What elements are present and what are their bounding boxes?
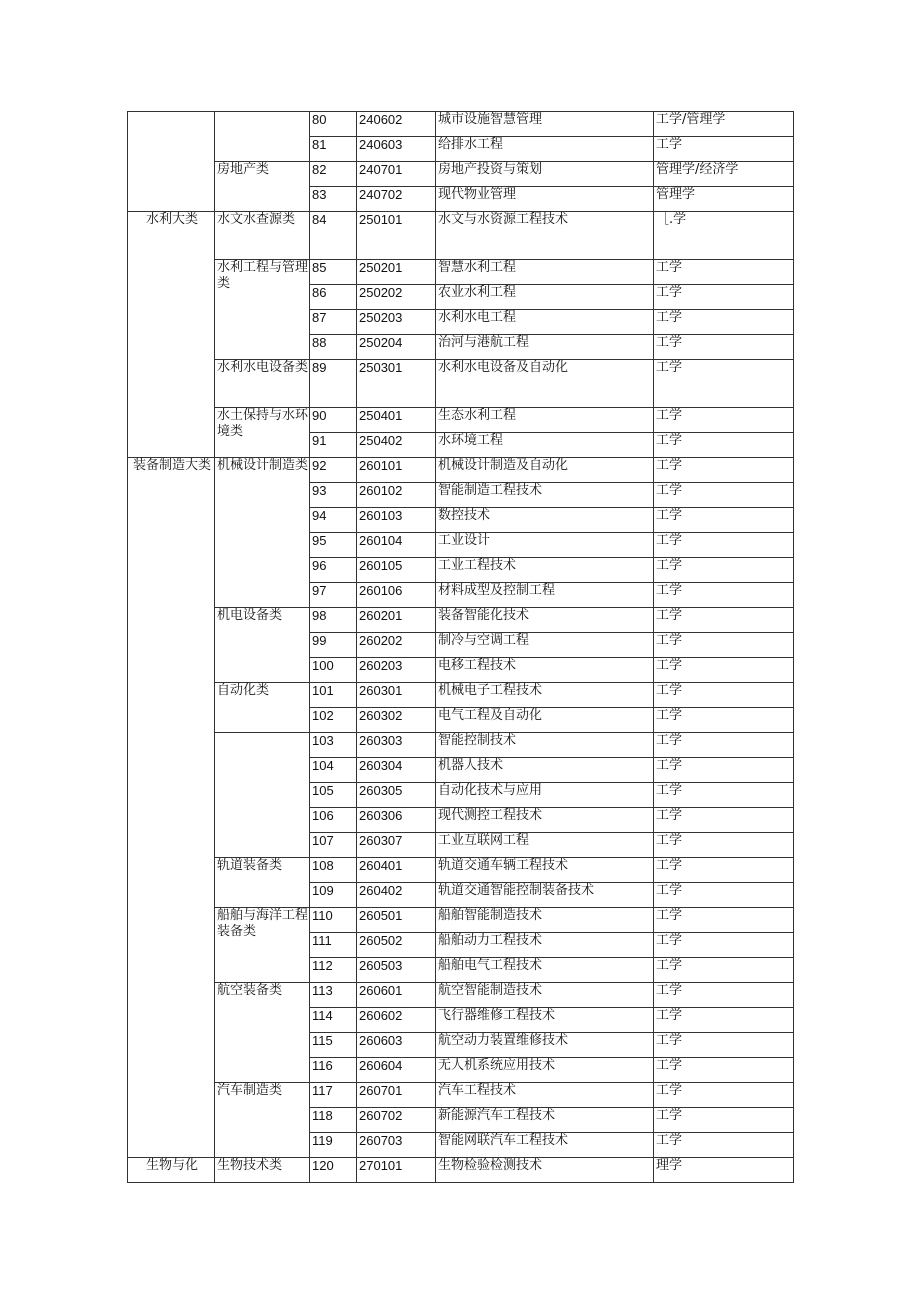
major-name: 装备智能化技术: [436, 608, 654, 633]
major-code: 260602: [357, 1008, 436, 1033]
row-number: 103: [310, 733, 357, 758]
major-code: 240701: [357, 162, 436, 187]
row-number: 107: [310, 833, 357, 858]
row-number: 101: [310, 683, 357, 708]
major-name: 智能控制技术: [436, 733, 654, 758]
table-row: [128, 112, 794, 137]
table-row: [128, 733, 794, 758]
subcategory-cell: 水利水电设备类: [215, 360, 310, 408]
degree-category: 工学: [654, 137, 794, 162]
degree-category: 工学: [654, 1108, 794, 1133]
degree-category: 工学: [654, 608, 794, 633]
degree-category: 工学/管理学: [654, 112, 794, 137]
category-cell: 生物与化: [128, 1158, 215, 1183]
major-code: 240702: [357, 187, 436, 212]
subcategory-cell: 生物技术类: [215, 1158, 310, 1183]
degree-category: 工学: [654, 658, 794, 683]
major-name: 现代物业管理: [436, 187, 654, 212]
degree-category: 工学: [654, 1058, 794, 1083]
degree-category: 工学: [654, 833, 794, 858]
subcategory-cell: 轨道装备类: [215, 858, 310, 908]
degree-category: 工学: [654, 285, 794, 310]
major-name: 材料成型及控制工程: [436, 583, 654, 608]
major-code: 250201: [357, 260, 436, 285]
major-name: 电气工程及自动化: [436, 708, 654, 733]
row-number: 106: [310, 808, 357, 833]
major-code: 250204: [357, 335, 436, 360]
table-row: [128, 908, 794, 933]
row-number: 117: [310, 1083, 357, 1108]
table-row: [128, 162, 794, 187]
row-number: 119: [310, 1133, 357, 1158]
major-name: 工业工程技术: [436, 558, 654, 583]
row-number: 93: [310, 483, 357, 508]
major-name: 城市设施智慧管理: [436, 112, 654, 137]
major-code: 260106: [357, 583, 436, 608]
row-number: 96: [310, 558, 357, 583]
major-name: 生态水利工程: [436, 408, 654, 433]
row-number: 98: [310, 608, 357, 633]
major-name: 工业互联网工程: [436, 833, 654, 858]
subcategory-cell: 船舶与海洋工程装备类: [215, 908, 310, 983]
major-name: 无人机系统应用技术: [436, 1058, 654, 1083]
degree-category: 工学: [654, 958, 794, 983]
row-number: 92: [310, 458, 357, 483]
major-code: 250202: [357, 285, 436, 310]
row-number: 95: [310, 533, 357, 558]
degree-category: 工学: [654, 408, 794, 433]
major-code: 260101: [357, 458, 436, 483]
table-row: [128, 683, 794, 708]
degree-category: 管理学/经济学: [654, 162, 794, 187]
subcategory-cell: 水利工程与管理类: [215, 260, 310, 360]
subcategory-cell: 汽车制造类: [215, 1083, 310, 1158]
major-name: 汽车工程技术: [436, 1083, 654, 1108]
degree-category: 工学: [654, 883, 794, 908]
degree-category: ［.学: [654, 212, 794, 260]
table-row: [128, 608, 794, 633]
row-number: 89: [310, 360, 357, 408]
major-name: 生物检验检测技术: [436, 1158, 654, 1183]
row-number: 118: [310, 1108, 357, 1133]
subcategory-cell: 房地产类: [215, 162, 310, 212]
degree-category: 工学: [654, 1033, 794, 1058]
major-code: 260305: [357, 783, 436, 808]
major-name: 轨道交通车辆工程技术: [436, 858, 654, 883]
major-code: 260401: [357, 858, 436, 883]
major-code: 250203: [357, 310, 436, 335]
row-number: 113: [310, 983, 357, 1008]
major-name: 轨道交通智能控制装备技术: [436, 883, 654, 908]
major-code: 260603: [357, 1033, 436, 1058]
table-row: [128, 360, 794, 408]
major-code: 260201: [357, 608, 436, 633]
major-code: 260703: [357, 1133, 436, 1158]
row-number: 108: [310, 858, 357, 883]
major-code: 240602: [357, 112, 436, 137]
degree-category: 管理学: [654, 187, 794, 212]
degree-category: 工学: [654, 433, 794, 458]
subcategory-cell-empty: [215, 733, 310, 858]
major-code: 260303: [357, 733, 436, 758]
degree-category: 工学: [654, 458, 794, 483]
major-code: 260307: [357, 833, 436, 858]
subcategory-cell: 水文水查源类: [215, 212, 310, 260]
major-code: 250401: [357, 408, 436, 433]
subcategory-cell: 航空装备类: [215, 983, 310, 1083]
row-number: 116: [310, 1058, 357, 1083]
row-number: 83: [310, 187, 357, 212]
table-row: [128, 1083, 794, 1108]
major-name: 农业水利工程: [436, 285, 654, 310]
degree-category: 工学: [654, 1008, 794, 1033]
table-row: [128, 212, 794, 260]
row-number: 85: [310, 260, 357, 285]
row-number: 80: [310, 112, 357, 137]
major-code: 260301: [357, 683, 436, 708]
degree-category: 工学: [654, 260, 794, 285]
row-number: 105: [310, 783, 357, 808]
major-name: 工业设计: [436, 533, 654, 558]
degree-category: 工学: [654, 558, 794, 583]
major-code: 250301: [357, 360, 436, 408]
major-name: 制冷与空调工程: [436, 633, 654, 658]
major-code: 260402: [357, 883, 436, 908]
degree-category: 工学: [654, 310, 794, 335]
major-code: 260702: [357, 1108, 436, 1133]
row-number: 82: [310, 162, 357, 187]
degree-category: 工学: [654, 708, 794, 733]
major-code: 260604: [357, 1058, 436, 1083]
major-name: 水环境工程: [436, 433, 654, 458]
table-row: [128, 458, 794, 483]
row-number: 91: [310, 433, 357, 458]
row-number: 111: [310, 933, 357, 958]
major-name: 新能源汽车工程技术: [436, 1108, 654, 1133]
major-code: 260102: [357, 483, 436, 508]
major-code: 240603: [357, 137, 436, 162]
table-row: [128, 408, 794, 433]
major-name: 机械电子工程技术: [436, 683, 654, 708]
degree-category: 工学: [654, 858, 794, 883]
major-code: 260306: [357, 808, 436, 833]
row-number: 120: [310, 1158, 357, 1183]
major-code: 260104: [357, 533, 436, 558]
major-code: 260502: [357, 933, 436, 958]
row-number: 90: [310, 408, 357, 433]
major-code: 250402: [357, 433, 436, 458]
degree-category: 工学: [654, 933, 794, 958]
major-name: 船舶电气工程技术: [436, 958, 654, 983]
category-cell-empty: [128, 112, 215, 212]
row-number: 110: [310, 908, 357, 933]
major-catalog-table: [127, 111, 794, 1183]
major-code: 270101: [357, 1158, 436, 1183]
subcategory-cell: 机电设备类: [215, 608, 310, 683]
major-name: 治河与港航工程: [436, 335, 654, 360]
table-row: [128, 858, 794, 883]
major-name: 机械设计制造及自动化: [436, 458, 654, 483]
row-number: 112: [310, 958, 357, 983]
major-name: 机器人技术: [436, 758, 654, 783]
major-name: 智能网联汽车工程技术: [436, 1133, 654, 1158]
major-code: 260302: [357, 708, 436, 733]
major-name: 给排水工程: [436, 137, 654, 162]
table-row: [128, 1158, 794, 1183]
major-code: 260501: [357, 908, 436, 933]
major-name: 航空动力装置维修技术: [436, 1033, 654, 1058]
row-number: 100: [310, 658, 357, 683]
major-name: 船舶智能制造技术: [436, 908, 654, 933]
row-number: 81: [310, 137, 357, 162]
row-number: 102: [310, 708, 357, 733]
degree-category: 工学: [654, 1133, 794, 1158]
subcategory-cell: 自动化类: [215, 683, 310, 733]
subcategory-cell: 机械设计制造类: [215, 458, 310, 608]
degree-category: 工学: [654, 583, 794, 608]
degree-category: 工学: [654, 683, 794, 708]
major-name: 自动化技术与应用: [436, 783, 654, 808]
category-cell: 装备制造大类: [128, 458, 215, 1158]
major-code: 260105: [357, 558, 436, 583]
degree-category: 理学: [654, 1158, 794, 1183]
table-row: [128, 260, 794, 285]
row-number: 87: [310, 310, 357, 335]
major-name: 房地产投资与策划: [436, 162, 654, 187]
degree-category: 工学: [654, 483, 794, 508]
row-number: 97: [310, 583, 357, 608]
major-code: 260304: [357, 758, 436, 783]
row-number: 86: [310, 285, 357, 310]
major-code: 250101: [357, 212, 436, 260]
major-code: 260601: [357, 983, 436, 1008]
major-name: 电移工程技术: [436, 658, 654, 683]
row-number: 88: [310, 335, 357, 360]
row-number: 84: [310, 212, 357, 260]
major-code: 260701: [357, 1083, 436, 1108]
row-number: 115: [310, 1033, 357, 1058]
row-number: 94: [310, 508, 357, 533]
major-name: 飞行器维修工程技术: [436, 1008, 654, 1033]
major-name: 智能制造工程技术: [436, 483, 654, 508]
degree-category: 工学: [654, 908, 794, 933]
degree-category: 工学: [654, 360, 794, 408]
category-cell: 水利大类: [128, 212, 215, 458]
major-code: 260503: [357, 958, 436, 983]
row-number: 109: [310, 883, 357, 908]
major-code: 260202: [357, 633, 436, 658]
degree-category: 工学: [654, 733, 794, 758]
degree-category: 工学: [654, 508, 794, 533]
degree-category: 工学: [654, 983, 794, 1008]
major-name: 航空智能制造技术: [436, 983, 654, 1008]
major-name: 数控技术: [436, 508, 654, 533]
major-name: 智慧水利工程: [436, 260, 654, 285]
subcategory-cell: 水土保持与水环境类: [215, 408, 310, 458]
major-name: 船舶动力工程技术: [436, 933, 654, 958]
degree-category: 工学: [654, 758, 794, 783]
table-row: [128, 983, 794, 1008]
degree-category: 工学: [654, 783, 794, 808]
major-code: 260103: [357, 508, 436, 533]
major-name: 现代测控工程技术: [436, 808, 654, 833]
degree-category: 工学: [654, 808, 794, 833]
row-number: 99: [310, 633, 357, 658]
degree-category: 工学: [654, 335, 794, 360]
degree-category: 工学: [654, 1083, 794, 1108]
major-name: 水利水电设备及自动化: [436, 360, 654, 408]
degree-category: 工学: [654, 533, 794, 558]
degree-category: 工学: [654, 633, 794, 658]
major-name: 水利水电工程: [436, 310, 654, 335]
row-number: 104: [310, 758, 357, 783]
subcategory-cell-empty: [215, 112, 310, 162]
major-name: 水文与水资源工程技术: [436, 212, 654, 260]
row-number: 114: [310, 1008, 357, 1033]
major-code: 260203: [357, 658, 436, 683]
